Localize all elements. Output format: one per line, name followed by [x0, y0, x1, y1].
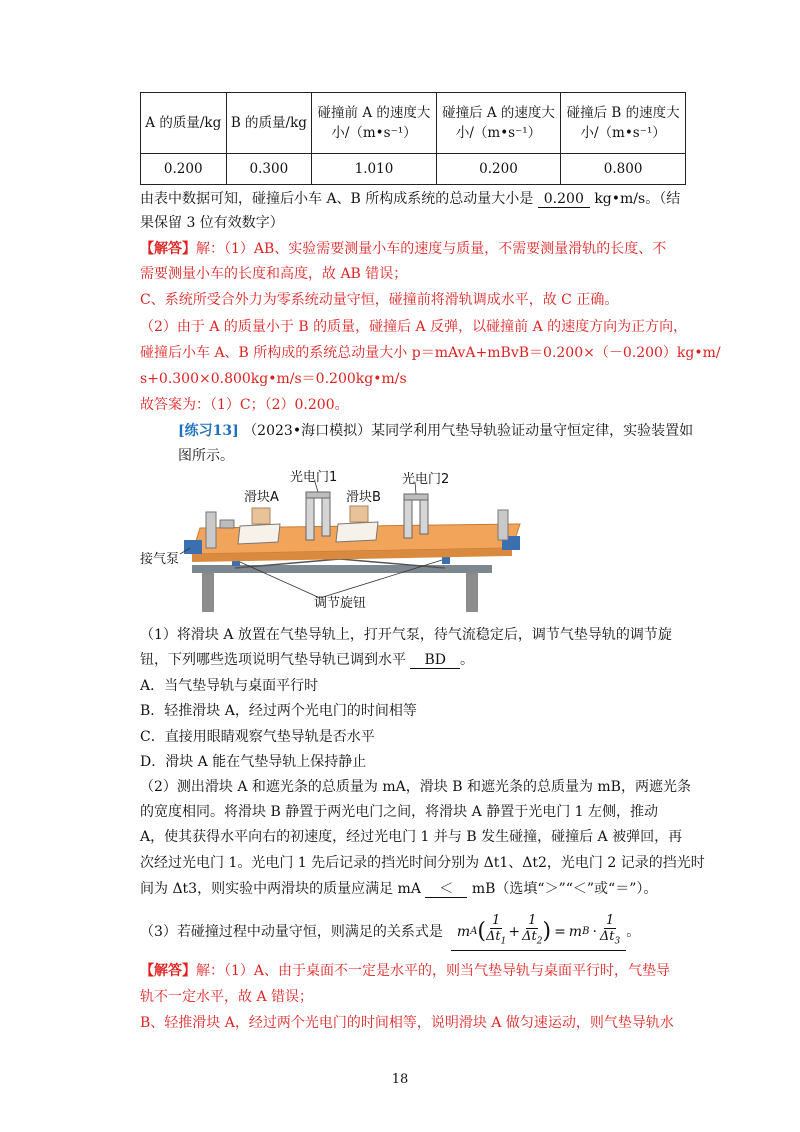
q13-formula: m A ( $\frac{1}{\Delta t_1}$ + $\frac{1}{\Delta t_2}$ ) = m B · $\frac{1}{\Delta t_3}$	[451, 913, 626, 951]
label-pump: 接气泵	[140, 552, 180, 567]
q13-p2-line-4: 次经过光电门 1。光电门 1 先后记录的挡光时间分别为 Δt1、Δt2，光电门 2 记录的挡光时	[140, 855, 705, 871]
photogate-1	[306, 492, 314, 540]
q13-tag: [练习13]	[178, 423, 239, 439]
header-mass-a: A 的质量/kg	[141, 93, 227, 154]
prev-answer-blank: 0.200	[538, 191, 590, 208]
q13-answer-1: 【解答】解：（1）A、由于桌面不一定是水平的，则当气垫导轨与桌面平行时，气垫导	[140, 963, 671, 979]
prev-answer-2: 需要测量小车的长度和高度，故 AB 错误；	[140, 266, 408, 282]
value-mass-a: 0.200	[141, 154, 227, 185]
header-vb-after: 碰撞后 B 的速度大 小/（m•s⁻¹）	[561, 93, 686, 154]
label-gate-1: 光电门1	[290, 470, 338, 485]
q13-p1-answer: BD	[410, 652, 460, 669]
q13-p2-answer: ＜	[425, 881, 467, 898]
air-track-figure	[140, 470, 540, 615]
q13-intro-2: 图所示。	[178, 448, 234, 464]
header-va-before: 碰撞前 A 的速度大 小/（m•s⁻¹）	[312, 93, 437, 154]
q13-p3-line: （3）若碰撞过程中动量守恒，则满足的关系式是 m A ( $\frac{1}{\Delta t_1}$ + $\frac{1}{\Delta t_2}$ ) = m B · $\frac{1}{\Delta t_3}$ 。	[140, 912, 640, 952]
label-block-b: 滑块B	[346, 490, 381, 505]
label-block-a: 滑块A	[244, 490, 279, 505]
prev-answer-6: s+0.300×0.800kg•m/s＝0.200kg•m/s	[140, 371, 407, 387]
q13-p1-line-2: 钮，下列哪些选项说明气垫导轨已调到水平 BD 。	[140, 652, 474, 668]
track-end-left	[184, 540, 202, 554]
prev-answer-1: 【解答】解：（1）AB、实验需要测量小车的速度与质量，不需要测量滑轨的长度、不	[140, 241, 667, 257]
prev-answer-7: 故答案为：（1）C；（2）0.200。	[140, 397, 349, 413]
stand-beam	[192, 565, 492, 573]
q13-answer-2: 轨不一定水平，故 A 错误；	[140, 989, 314, 1005]
header-va-after: 碰撞后 A 的速度大 小/（m•s⁻¹）	[436, 93, 561, 154]
label-gate-2: 光电门2	[402, 472, 450, 487]
prev-line-1: 由表中数据可知，碰撞后小车 A、B 所构成系统的总动量大小是 0.200 kg•m/s。（结	[140, 191, 681, 207]
value-va-before: 1.010	[312, 154, 437, 185]
prev-answer-3: C、系统所受合外力为零系统动量守恒，碰撞前将滑轨调成水平，故 C 正确。	[140, 292, 619, 308]
page-number: 18	[391, 1072, 409, 1087]
q13-option-a: A．当气垫导轨与桌面平行时	[140, 678, 319, 694]
prev-line-2: 果保留 3 位有效数字）	[140, 215, 284, 231]
flag-a	[252, 508, 270, 524]
header-mass-b: B 的质量/kg	[226, 93, 312, 154]
value-va-after: 0.200	[436, 154, 561, 185]
q13-p2-line-5: 间为 Δt3，则实验中两滑块的质量应满足 mA ＜ mB（选填“＞”“＜”或“＝”）。	[140, 881, 658, 897]
value-mass-b: 0.300	[226, 154, 312, 185]
q13-p2-line-1: （2）测出滑块 A 和遮光条的总质量为 mA，滑块 B 和遮光条的总质量为 mB，两遮光条	[140, 779, 691, 795]
flag-b	[350, 506, 368, 522]
q13-p1-line-1: （1）将滑块 A 放置在气垫导轨上，打开气泵，待气流稳定后，调节气垫导轨的调节旋	[140, 627, 672, 643]
q13-p2-line-2: 的宽度相同。将滑块 B 静置于两光电门之间，将滑块 A 静置于光电门 1 左侧，推动	[140, 804, 659, 820]
q13-option-c: C．直接用眼睛观察气垫导轨是否水平	[140, 729, 375, 745]
q13-intro-1: [练习13] （2023•海口模拟）某同学利用气垫导轨验证动量守恒定律，实验装置如	[178, 423, 694, 439]
glider-b	[336, 522, 378, 542]
q13-p2-line-3: A，使其获得水平向右的初速度，经过光电门 1 并与 B 发生碰撞，碰撞后 A 被弹回，再	[140, 829, 683, 845]
prev-answer-5: 碰撞后小车 A、B 所构成的系统总动量大小 p＝mAvA+mBvB＝0.200×（－0.200）kg•m/	[140, 345, 721, 361]
value-vb-after: 0.800	[561, 154, 686, 185]
photogate-2	[404, 494, 412, 538]
q13-answer-3: B、轻推滑块 A，经过两个光电门的时间相等，说明滑块 A 做匀速运动，则气垫导轨水	[140, 1015, 674, 1031]
prev-answer-4: （2）由于 A 的质量小于 B 的质量，碰撞后 A 反弹，以碰撞前 A 的速度方向为正方向，	[140, 319, 688, 335]
data-table	[140, 92, 686, 185]
label-knob: 调节旋钮	[314, 596, 367, 611]
q13-option-d: D．滑块 A 能在气垫导轨上保持静止	[140, 754, 367, 770]
q13-option-b: B．轻推滑块 A，经过两个光电门的时间相等	[140, 703, 417, 719]
glider-a	[238, 524, 280, 544]
